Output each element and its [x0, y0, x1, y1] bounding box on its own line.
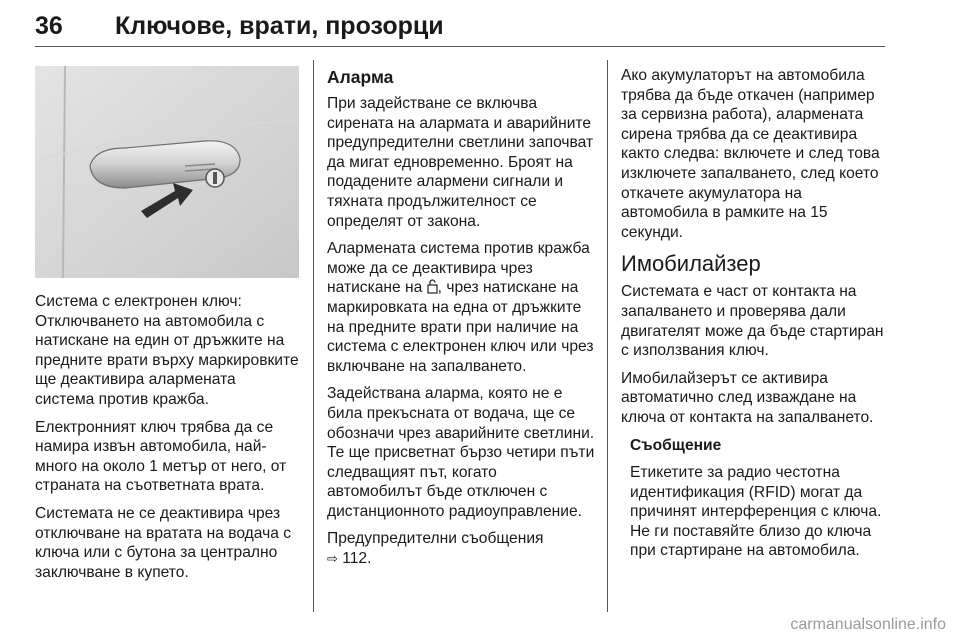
paragraph-no-deactivation: Системата не се деактивира чрез отключване на вратата на водача с ключа или с бутона за централно заключване в купето.: [35, 504, 292, 581]
paragraph-immobilizer-description: Системата е част от контакта на запалването и проверява дали двигателят може да бъде стартиран с използвания ключ.: [621, 283, 884, 360]
paragraph-alarm-deactivate: [327, 239, 595, 376]
text-after-icon: , чрез натискане на маркировката на една от дръжките на предните врати при наличие на система с електронен ключ или чрез включване на запалването.: [327, 279, 594, 375]
note-text: Етикетите за радио честотна идентификация (RFID) могат да причинят интерференция с ключа. Не ги поставяйте близо до ключа при стартиране на автомобила.: [630, 464, 882, 560]
page-title: Ключове, врати, прозорци: [115, 12, 444, 40]
column-middle: [327, 66, 595, 577]
section-heading-immobilizer: Имобилайзер: [621, 251, 761, 277]
column-left: [35, 292, 299, 590]
unlock-icon: [427, 278, 438, 298]
page-reference-arrow-icon: ⇨: [327, 551, 338, 567]
section-heading-alarm: Аларма: [327, 67, 394, 87]
note-title: Съобщение: [630, 436, 722, 454]
paragraph-battery-disconnect: Ако акумулаторът на автомобила трябва да бъде откачен (например за сервизна работа), алармената сирена трябва да се деактивира както следва: включете и след това изключете запалването, след което откачете акумулатора на автомобила в рамките на 15 секунди.: [621, 67, 880, 241]
header-divider: [35, 46, 885, 47]
paragraph-warning-messages: [327, 529, 595, 568]
page-reference[interactable]: 112.: [342, 550, 372, 568]
page-number: 36: [35, 12, 63, 40]
warning-messages-label: Предупредителни съобщения: [327, 530, 544, 548]
paragraph-immobilizer-activation: Имобилайзерът се активира автоматично след изваждане на ключа от контакта на запалването.: [621, 369, 874, 426]
page-header: [35, 4, 885, 48]
door-handle-illustration: [35, 66, 299, 278]
paragraph-alarm-trigger: При задействане се включва сирената на алармата и аварийните предупредителни светлини започват да мигат едновременно. Броят на подадените алармени сигнали и тяхната продължителност се определят от закона.: [327, 95, 594, 230]
note-box: [630, 436, 889, 562]
column-right: [621, 66, 889, 569]
paragraph-alarm-indication: Задействана аларма, която не е била прекъсната от водача, ще се обозначи чрез аварийните светлини. Те ще присветнат бързо четири пъти следващият път, когато автомобилът бъде отключен с дистанционното радиоуправление.: [327, 385, 595, 520]
column-divider-2: [607, 60, 608, 612]
column-divider-1: [313, 60, 314, 612]
text-before-icon: Алармената система против кражба може да се деактивира чрез натискане на: [327, 240, 590, 297]
watermark: carmanualsonline.info: [790, 616, 946, 633]
paragraph-keyless-unlock: Система с електронен ключ: Отключването на автомобила с натискане на един от дръжките на предните врати върху маркировките ще деактивира алармената система против кражба.: [35, 293, 299, 408]
paragraph-key-distance: Електронният ключ трябва да се намира извън автомобила, най-много на около 1 метър от него, от страната на съответната врата.: [35, 418, 287, 495]
